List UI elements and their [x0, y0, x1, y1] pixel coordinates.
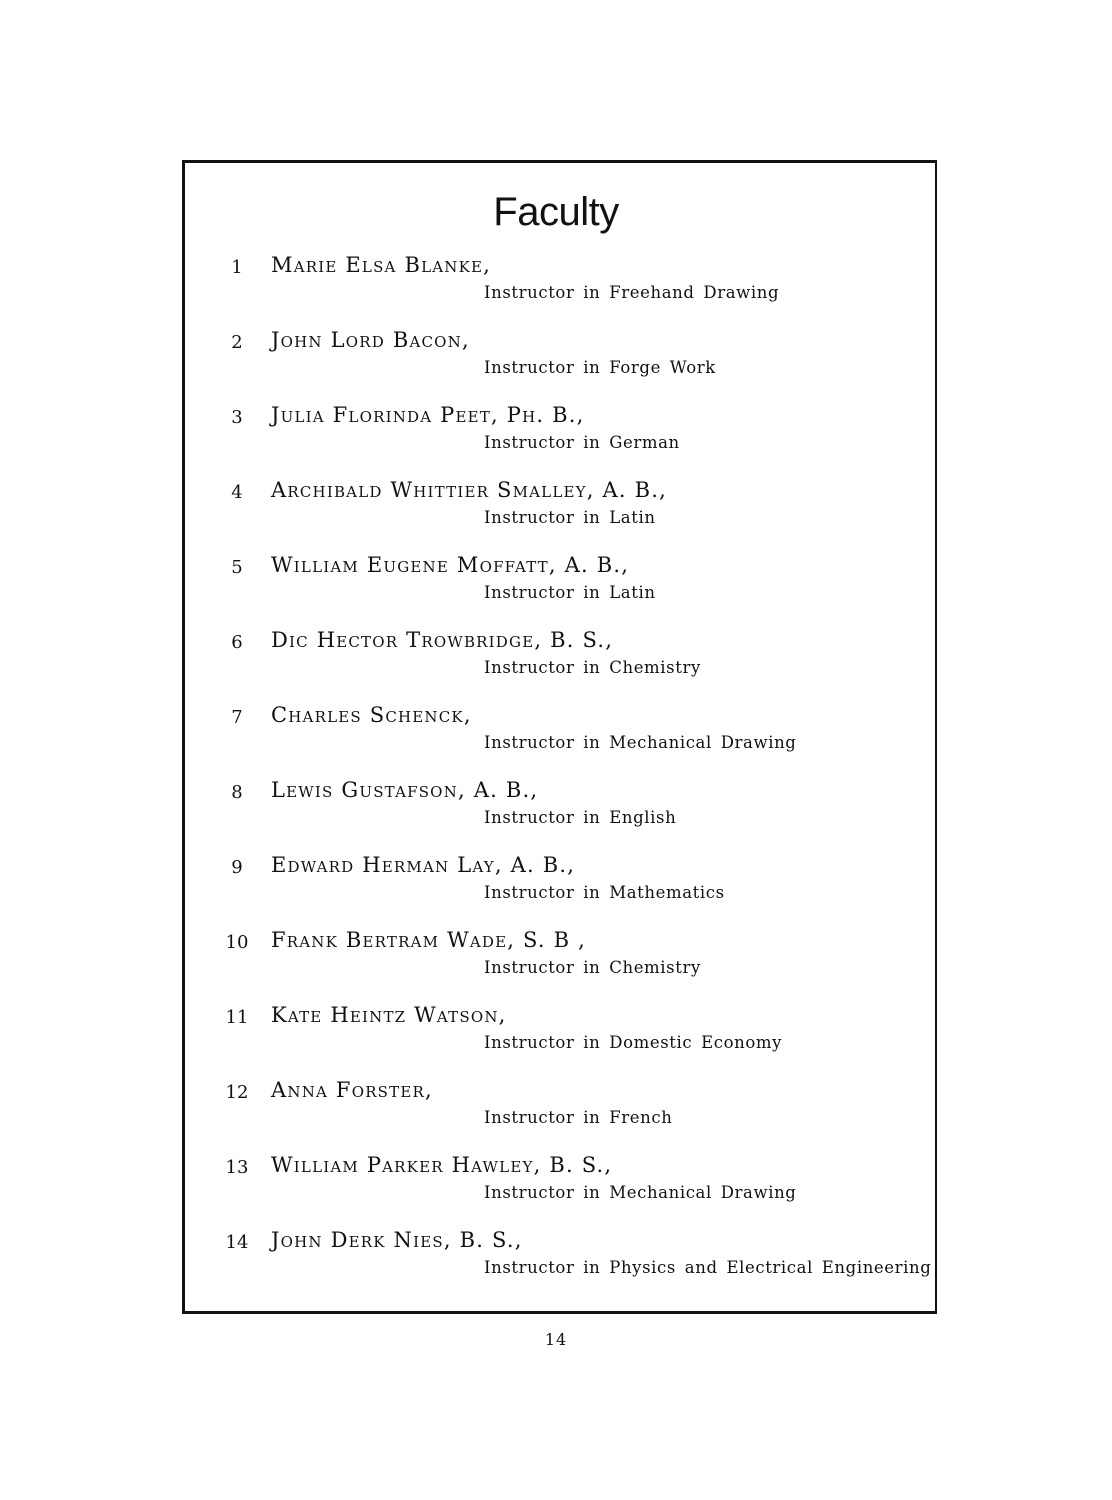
faculty-entry [0, 1228, 1112, 1302]
faculty-entry [0, 1153, 1112, 1227]
faculty-name: Edward Herman Lay, A. B., [271, 853, 576, 877]
page-number: 14 [544, 1330, 568, 1349]
faculty-role: Instructor in Mechanical Drawing [484, 733, 797, 752]
faculty-name: John Derk Nies, B. S., [271, 1228, 523, 1252]
faculty-name: John Lord Bacon, [271, 328, 470, 352]
faculty-role: Instructor in Domestic Economy [484, 1033, 783, 1052]
faculty-entry [0, 553, 1112, 627]
faculty-role: Instructor in Freehand Drawing [484, 283, 780, 302]
faculty-entry [0, 253, 1112, 327]
entry-number: 7 [231, 707, 243, 728]
faculty-role: Instructor in German [484, 433, 680, 452]
faculty-role: Instructor in Latin [484, 508, 656, 527]
faculty-role: Instructor in Latin [484, 583, 656, 602]
faculty-entry [0, 403, 1112, 477]
faculty-name: William Parker Hawley, B. S., [271, 1153, 613, 1177]
faculty-name: Frank Bertram Wade, S. B , [271, 928, 586, 952]
faculty-role: Instructor in French [484, 1108, 673, 1127]
faculty-name: Lewis Gustafson, A. B., [271, 778, 539, 802]
entry-number: 4 [231, 482, 243, 503]
faculty-entry [0, 628, 1112, 702]
entry-number: 10 [225, 932, 249, 953]
faculty-name: Charles Schenck, [271, 703, 472, 727]
entry-number: 14 [225, 1232, 249, 1253]
entry-number: 13 [225, 1157, 249, 1178]
faculty-role: Instructor in Mechanical Drawing [484, 1183, 797, 1202]
faculty-entry [0, 478, 1112, 552]
entry-number: 6 [231, 632, 243, 653]
faculty-entry [0, 328, 1112, 402]
page-title: Faculty [493, 190, 619, 234]
faculty-entry [0, 928, 1112, 1002]
faculty-entry [0, 703, 1112, 777]
faculty-entry [0, 778, 1112, 852]
faculty-entry [0, 1078, 1112, 1152]
entry-number: 3 [231, 407, 243, 428]
entry-number: 1 [231, 257, 243, 278]
faculty-role: Instructor in Chemistry [484, 958, 701, 977]
faculty-role: Instructor in Mathematics [484, 883, 725, 902]
faculty-entry [0, 1003, 1112, 1077]
faculty-name: William Eugene Moffatt, A. B., [271, 553, 630, 577]
entry-number: 11 [225, 1007, 249, 1028]
faculty-name: Anna Forster, [271, 1078, 433, 1102]
entry-number: 8 [231, 782, 243, 803]
entry-number: 12 [225, 1082, 249, 1103]
entry-number: 2 [231, 332, 243, 353]
faculty-name: Julia Florinda Peet, Ph. B., [271, 403, 585, 427]
faculty-role: Instructor in Chemistry [484, 658, 701, 677]
faculty-role: Instructor in English [484, 808, 677, 827]
entry-number: 5 [231, 557, 243, 578]
faculty-role: Instructor in Physics and Electrical Engineering [484, 1258, 932, 1277]
faculty-name: Archibald Whittier Smalley, A. B., [271, 478, 667, 502]
entry-number: 9 [231, 857, 243, 878]
faculty-role: Instructor in Forge Work [484, 358, 716, 377]
faculty-entry [0, 853, 1112, 927]
faculty-name: Dic Hector Trowbridge, B. S., [271, 628, 614, 652]
faculty-name: Marie Elsa Blanke, [271, 253, 492, 277]
faculty-name: Kate Heintz Watson, [271, 1003, 507, 1027]
